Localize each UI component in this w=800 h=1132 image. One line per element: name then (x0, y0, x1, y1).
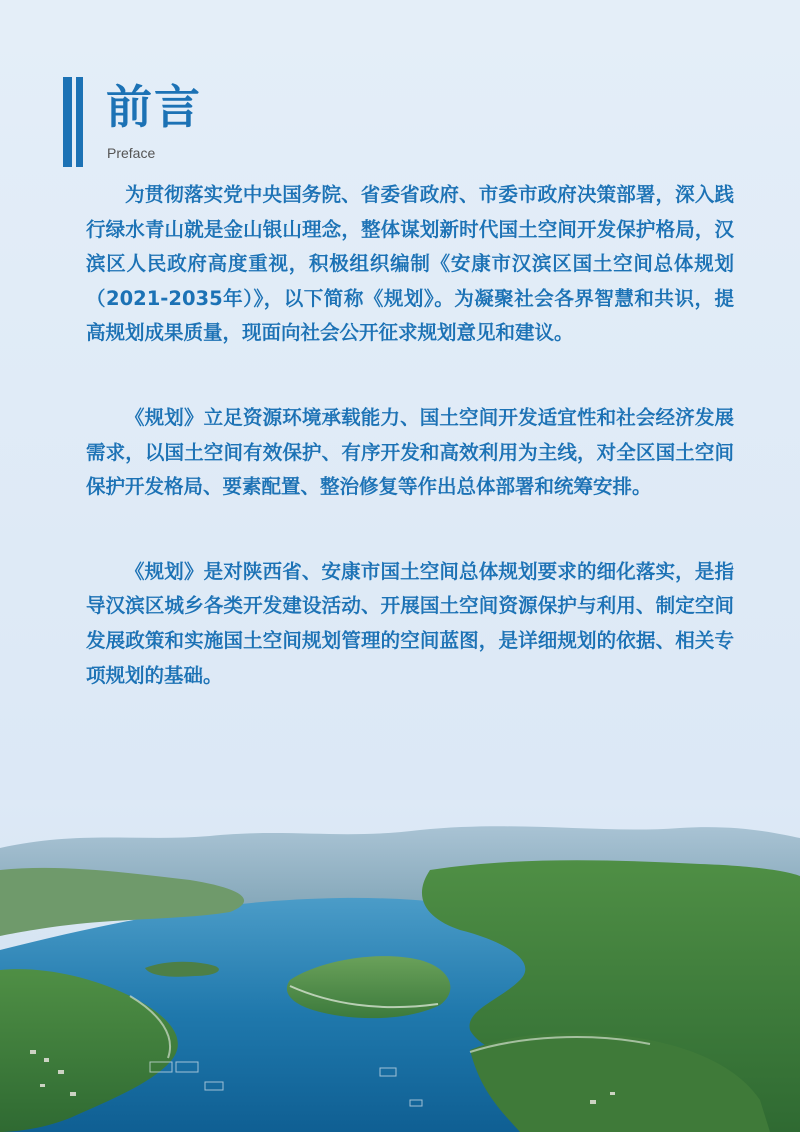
lake-landscape-photo (0, 800, 800, 1132)
accent-bar (63, 77, 72, 167)
page-subtitle: Preface (107, 145, 156, 161)
accent-bar (76, 77, 83, 167)
preface-body (86, 178, 734, 693)
paragraph-2: 《规划》立足资源环境承载能力、国土空间开发适宜性和社会经济发展需求，以国土空间有效保护、有序开发和高效利用为主线，对全区国土空间保护开发格局、要素配置、整治修复等作出总体部署和统筹安排。 (86, 405, 734, 499)
paragraph-1: 为贯彻落实党中央国务院、省委省政府、市委市政府决策部署，深入践行绿水青山就是金山银山理念，整体谋划新时代国土空间开发保护格局，汉滨区人民政府高度重视，积极组织编制《安康市汉滨区国土空间总体规划（2021-2035年）》，以下简称《规划》。为凝聚社会各界智慧和共识，提高规划成果质量，现面向社会公开征求规划意见和建议。 (86, 183, 734, 345)
title-accent-bars (63, 77, 85, 167)
page-title: 前言 (106, 80, 202, 134)
paragraph-3: 《规划》是对陕西省、安康市国土空间总体规划要求的细化落实，是指导汉滨区城乡各类开发建设活动、开展国土空间资源保护与利用、制定空间发展政策和实施国土空间规划管理的空间蓝图，是详细规划的依据、相关专项规划的基础。 (86, 559, 734, 687)
